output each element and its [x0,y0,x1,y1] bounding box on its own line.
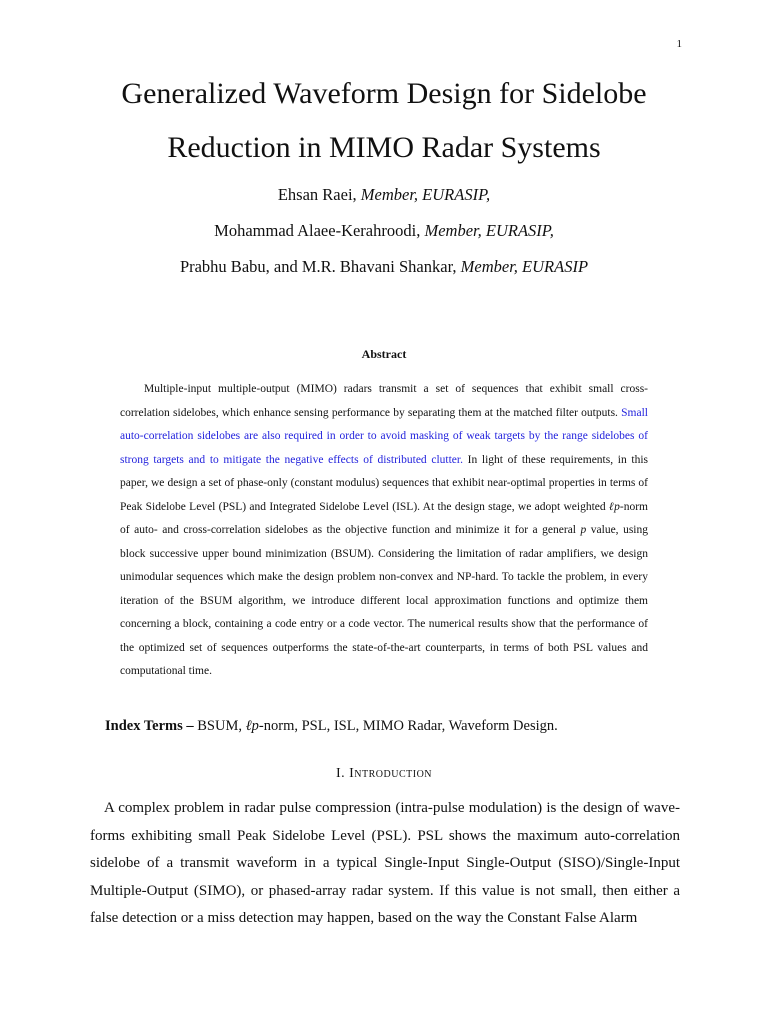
author-affiliation: Member, EURASIP, [424,221,554,240]
index-terms-text-2: -norm, PSL, ISL, MIMO Radar, Waveform Design. [258,718,558,734]
author-line-3 [0,255,768,291]
author-list [0,183,768,291]
index-terms-text-1: BSUM, [193,718,246,734]
title-line-2: Reduction in MIMO Radar Systems [167,131,601,164]
abstract-text-3: -norm of auto- and cross-correlation sidelobes as the objective function and minimize it for a general [120,500,648,536]
author-line-1 [0,183,768,219]
page-number: 1 [676,38,682,50]
author-affiliation: Member, EURASIP, [360,185,491,204]
author-names: Prabhu Babu, and M.R. Bhavani Shankar, [179,257,461,276]
abstract-highlight: Small auto-correlation sidelobes are also required in order to avoid masking of weak targets by the range sidelobes of strong targets and to mitigate the negative effects of distributed clutter. [120,406,648,466]
abstract-heading: Abstract [361,347,407,361]
index-terms-label: Index Terms – [105,718,194,734]
paper-title [0,67,768,175]
lp-norm-symbol: ℓp [245,718,259,734]
abstract-text-2: In light of these requirements, in this paper, we design a set of phase-only (constant modulus) sequences that exhibit near-optimal properties in terms of Peak Sidelobe Level (PSL) and Integrated Sidelobe Level (ISL). At the design stage, we adopt weighted [120,453,649,513]
section-body: A complex problem in radar pulse compression (intra-pulse modulation) is the design of wave-forms exhibiting small Peak Sidelobe Level (PSL). PSL shows the maximum auto-correlation sidelobe of a transmit waveform in a typical Single-Input Single-Output (SISO)/Single-Input Multiple-Output (SIMO), or phased-array radar system. If this value is not small, then either a false detection or a miss detection may happen, based on the way the Constant False Alarm [90,800,680,926]
p-symbol: p [580,524,587,536]
author-line-2 [0,219,768,255]
author-names: Mohammad Alaee-Kerahroodi, [214,221,425,240]
lp-norm-symbol: ℓp [608,500,620,513]
abstract-text-4: value, using block successive upper bound minimization (BSUM). Considering the limitation of radar amplifiers, we design unimodular sequences which make the design problem non-convex and NP-hard. To tackle the problem, in every iteration of the BSUM algorithm, we introduce different local approximation functions and optimize them concerning a block, containing a code entry or a code vector. The numerical results show that the performance of the optimized set of sequences outperforms the state-of-the-art counterparts, in terms of both PSL values and computational time. [120,524,648,677]
title-line-1: Generalized Waveform Design for Sidelobe [121,77,647,110]
author-affiliation: Member, EURASIP [460,257,589,276]
index-terms [105,718,705,735]
abstract-body [120,378,648,684]
section-heading: I. Introduction [335,766,433,781]
author-names: Ehsan Raei, [277,185,361,204]
abstract-text-1: Multiple-input multiple-output (MIMO) radars transmit a set of sequences that exhibit small cross-correlation sidelobes, which enhance sensing performance by separating them at the matched filter outputs. [120,383,648,419]
